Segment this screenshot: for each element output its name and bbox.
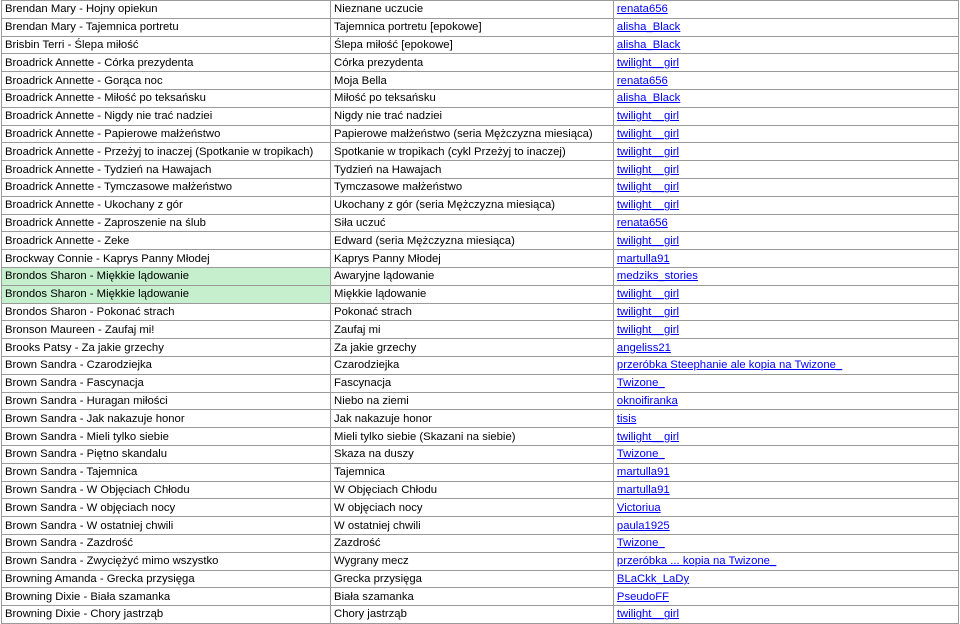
user-profile-link[interactable]: Victoriua xyxy=(616,501,661,514)
user-link-cell xyxy=(613,517,958,535)
user-profile-link[interactable]: paula1925 xyxy=(616,519,670,532)
story-title-cell[interactable]: Tymczasowe małżeństwo xyxy=(331,178,614,196)
user-profile-link[interactable]: martulla91 xyxy=(616,466,670,479)
book-source-cell[interactable]: Brown Sandra - Czarodziejka xyxy=(2,356,331,374)
book-source-cell[interactable]: Broadrick Annette - Papierowe małżeństwo xyxy=(2,125,331,143)
user-link-cell xyxy=(613,72,958,90)
story-title-cell[interactable]: Kaprys Panny Młodej xyxy=(331,250,614,268)
table-row xyxy=(2,499,959,517)
spreadsheet-body xyxy=(2,1,959,624)
table-row xyxy=(2,36,959,54)
user-profile-link[interactable]: angeliss21 xyxy=(616,341,671,354)
book-source-cell[interactable]: Broadrick Annette - Tymczasowe małżeństwo xyxy=(2,178,331,196)
user-link-cell xyxy=(613,232,958,250)
user-link-cell xyxy=(613,534,958,552)
book-source-cell[interactable]: Brisbin Terri - Ślepa miłość xyxy=(2,36,331,54)
table-row xyxy=(2,72,959,90)
story-title-cell[interactable]: W objęciach nocy xyxy=(331,499,614,517)
user-profile-link[interactable]: BLaCkk_LaDy xyxy=(616,572,690,585)
book-source-cell[interactable]: Brendan Mary - Tajemnica portretu xyxy=(2,18,331,36)
story-title-cell[interactable]: Niebo na ziemi xyxy=(331,392,614,410)
story-title-cell[interactable]: Moja Bella xyxy=(331,72,614,90)
user-link-cell xyxy=(613,250,958,268)
user-link-cell xyxy=(613,214,958,232)
book-source-cell[interactable]: Brown Sandra - Fascynacja xyxy=(2,374,331,392)
user-link-cell xyxy=(613,1,958,19)
user-link-cell xyxy=(613,285,958,303)
story-title-cell[interactable]: Ukochany z gór (seria Mężczyzna miesiąca) xyxy=(331,196,614,214)
table-row xyxy=(2,54,959,72)
user-link-cell xyxy=(613,356,958,374)
user-link-cell xyxy=(613,552,958,570)
user-link-cell xyxy=(613,588,958,606)
table-row xyxy=(2,392,959,410)
table-row xyxy=(2,125,959,143)
user-link-cell xyxy=(613,36,958,54)
book-source-cell[interactable]: Brown Sandra - W ostatniej chwili xyxy=(2,517,331,535)
story-title-cell[interactable]: Papierowe małżeństwo (seria Mężczyzna miesiąca) xyxy=(331,125,614,143)
user-link-cell xyxy=(613,196,958,214)
table-row xyxy=(2,1,959,19)
story-title-cell[interactable]: W Objęciach Chłodu xyxy=(331,481,614,499)
story-title-cell[interactable]: W ostatniej chwili xyxy=(331,517,614,535)
user-profile-link[interactable]: alisha_Black xyxy=(616,21,681,34)
user-profile-link[interactable]: przeróbka ... kopia na Twizone_ xyxy=(616,555,777,568)
book-source-cell[interactable]: Broadrick Annette - Miłość po teksańsku xyxy=(2,89,331,107)
book-source-cell[interactable]: Browning Amanda - Grecka przysięga xyxy=(2,570,331,588)
user-profile-link[interactable]: martulla91 xyxy=(616,252,670,265)
user-link-cell xyxy=(613,445,958,463)
book-source-cell[interactable]: Brown Sandra - W Objęciach Chłodu xyxy=(2,481,331,499)
book-source-cell[interactable]: Brockway Connie - Kaprys Panny Młodej xyxy=(2,250,331,268)
story-title-cell[interactable]: Edward (seria Mężczyzna miesiąca) xyxy=(331,232,614,250)
user-profile-link[interactable]: martulla91 xyxy=(616,483,670,496)
user-profile-link[interactable]: twilight__girl xyxy=(616,127,680,140)
user-profile-link[interactable]: twilight__girl xyxy=(616,199,680,212)
table-row xyxy=(2,107,959,125)
story-title-cell[interactable]: Nigdy nie trać nadziei xyxy=(331,107,614,125)
book-source-cell[interactable]: Brendan Mary - Hojny opiekun xyxy=(2,1,331,19)
table-row xyxy=(2,445,959,463)
book-source-cell[interactable]: Broadrick Annette - Zaproszenie na ślub xyxy=(2,214,331,232)
user-profile-link[interactable]: medziks_stories xyxy=(616,270,698,283)
table-row xyxy=(2,463,959,481)
table-row xyxy=(2,143,959,161)
story-title-cell[interactable]: Nieznane uczucie xyxy=(331,1,614,19)
user-link-cell xyxy=(613,339,958,357)
story-title-cell[interactable]: Grecka przysięga xyxy=(331,570,614,588)
story-title-cell[interactable]: Tajemnica xyxy=(331,463,614,481)
user-profile-link[interactable]: twilight__girl xyxy=(616,234,680,247)
user-link-cell xyxy=(613,463,958,481)
story-title-cell[interactable]: Tydzień na Hawajach xyxy=(331,161,614,179)
story-title-cell[interactable]: Za jakie grzechy xyxy=(331,339,614,357)
user-profile-link[interactable]: alisha_Black xyxy=(616,38,681,51)
user-profile-link[interactable]: twilight__girl xyxy=(616,181,680,194)
user-profile-link[interactable]: przeróbka Steephanie ale kopia na Twizone_ xyxy=(616,359,843,372)
user-link-cell xyxy=(613,18,958,36)
user-profile-link[interactable]: twilight__girl xyxy=(616,430,680,443)
table-row xyxy=(2,321,959,339)
spreadsheet-table xyxy=(1,0,959,624)
table-row xyxy=(2,410,959,428)
user-link-cell xyxy=(613,107,958,125)
table-row xyxy=(2,428,959,446)
table-row xyxy=(2,588,959,606)
book-source-cell[interactable]: Broadrick Annette - Ukochany z gór xyxy=(2,196,331,214)
book-source-cell[interactable]: Broadrick Annette - Gorąca noc xyxy=(2,72,331,90)
story-title-cell[interactable]: Czarodziejka xyxy=(331,356,614,374)
story-title-cell[interactable]: Miękkie lądowanie xyxy=(331,285,614,303)
book-source-cell[interactable]: Browning Dixie - Chory jastrząb xyxy=(2,606,331,624)
user-profile-link[interactable]: PseudoFF xyxy=(616,590,670,603)
table-row xyxy=(2,534,959,552)
user-link-cell xyxy=(613,481,958,499)
user-profile-link[interactable]: Twizone_ xyxy=(616,448,665,461)
book-source-cell[interactable]: Broadrick Annette - Przeżyj to inaczej (Spotkanie w tropikach) xyxy=(2,143,331,161)
user-profile-link[interactable]: tisis xyxy=(616,412,637,425)
user-link-cell xyxy=(613,374,958,392)
table-row xyxy=(2,570,959,588)
user-link-cell xyxy=(613,428,958,446)
book-source-cell[interactable]: Browning Dixie - Biała szamanka xyxy=(2,588,331,606)
table-row xyxy=(2,303,959,321)
story-title-cell[interactable]: Zaufaj mi xyxy=(331,321,614,339)
user-profile-link[interactable]: twilight__girl xyxy=(616,163,680,176)
user-profile-link[interactable]: renata656 xyxy=(616,3,668,16)
book-source-cell[interactable]: Bronson Maureen - Zaufaj mi! xyxy=(2,321,331,339)
book-source-cell[interactable]: Brondos Sharon - Pokonać strach xyxy=(2,303,331,321)
user-profile-link[interactable]: twilight__girl xyxy=(616,323,680,336)
table-row xyxy=(2,356,959,374)
story-title-cell[interactable]: Miłość po teksańsku xyxy=(331,89,614,107)
table-row xyxy=(2,214,959,232)
story-title-cell[interactable]: Biała szamanka xyxy=(331,588,614,606)
story-title-cell[interactable]: Tajemnica portretu [epokowe] xyxy=(331,18,614,36)
user-profile-link[interactable]: twilight__girl xyxy=(616,145,680,158)
user-link-cell xyxy=(613,267,958,285)
user-link-cell xyxy=(613,392,958,410)
table-row xyxy=(2,196,959,214)
user-profile-link[interactable]: alisha_Black xyxy=(616,92,681,105)
user-link-cell xyxy=(613,89,958,107)
user-profile-link[interactable]: twilight__girl xyxy=(616,305,680,318)
user-profile-link[interactable]: oknoifiranka xyxy=(616,394,678,407)
book-source-cell[interactable]: Brown Sandra - Huragan miłości xyxy=(2,392,331,410)
table-row xyxy=(2,89,959,107)
user-link-cell xyxy=(613,499,958,517)
book-source-cell[interactable]: Brown Sandra - Zwyciężyć mimo wszystko xyxy=(2,552,331,570)
table-row xyxy=(2,267,959,285)
book-source-cell[interactable]: Broadrick Annette - Córka prezydenta xyxy=(2,54,331,72)
user-profile-link[interactable]: twilight__girl xyxy=(616,110,680,123)
user-profile-link[interactable]: twilight__girl xyxy=(616,288,680,301)
story-title-cell[interactable]: Zazdrość xyxy=(331,534,614,552)
table-row xyxy=(2,285,959,303)
user-link-cell xyxy=(613,570,958,588)
story-title-cell[interactable]: Siła uczuć xyxy=(331,214,614,232)
book-source-cell[interactable]: Brown Sandra - Zazdrość xyxy=(2,534,331,552)
table-row xyxy=(2,339,959,357)
story-title-cell[interactable]: Wygrany mecz xyxy=(331,552,614,570)
story-title-cell[interactable]: Fascynacja xyxy=(331,374,614,392)
story-title-cell[interactable]: Pokonać strach xyxy=(331,303,614,321)
table-row xyxy=(2,606,959,624)
user-profile-link[interactable]: Twizone_ xyxy=(616,377,665,390)
book-source-cell[interactable]: Brown Sandra - Mieli tylko siebie xyxy=(2,428,331,446)
table-row xyxy=(2,517,959,535)
table-row xyxy=(2,161,959,179)
book-source-cell[interactable]: Brondos Sharon - Miękkie lądowanie xyxy=(2,267,331,285)
story-title-cell[interactable]: Córka prezydenta xyxy=(331,54,614,72)
book-source-cell[interactable]: Brown Sandra - W objęciach nocy xyxy=(2,499,331,517)
user-profile-link[interactable]: Twizone_ xyxy=(616,537,665,550)
story-title-cell[interactable]: Spotkanie w tropikach (cykl Przeżyj to inaczej) xyxy=(331,143,614,161)
book-source-cell[interactable]: Broadrick Annette - Tydzień na Hawajach xyxy=(2,161,331,179)
book-source-cell[interactable]: Brown Sandra - Jak nakazuje honor xyxy=(2,410,331,428)
book-source-cell[interactable]: Brondos Sharon - Miękkie lądowanie xyxy=(2,285,331,303)
user-link-cell xyxy=(613,303,958,321)
table-row xyxy=(2,178,959,196)
user-link-cell xyxy=(613,125,958,143)
table-row xyxy=(2,232,959,250)
book-source-cell[interactable]: Brown Sandra - Tajemnica xyxy=(2,463,331,481)
story-title-cell[interactable]: Jak nakazuje honor xyxy=(331,410,614,428)
user-link-cell xyxy=(613,143,958,161)
book-source-cell[interactable]: Brown Sandra - Piętno skandalu xyxy=(2,445,331,463)
user-link-cell xyxy=(613,410,958,428)
user-link-cell xyxy=(613,161,958,179)
user-link-cell xyxy=(613,54,958,72)
book-source-cell[interactable]: Broadrick Annette - Nigdy nie trać nadziei xyxy=(2,107,331,125)
table-row xyxy=(2,481,959,499)
story-title-cell[interactable]: Mieli tylko siebie (Skazani na siebie) xyxy=(331,428,614,446)
table-row xyxy=(2,18,959,36)
book-source-cell[interactable]: Broadrick Annette - Zeke xyxy=(2,232,331,250)
table-row xyxy=(2,552,959,570)
book-source-cell[interactable]: Brooks Patsy - Za jakie grzechy xyxy=(2,339,331,357)
story-title-cell[interactable]: Chory jastrząb xyxy=(331,606,614,624)
user-profile-link[interactable]: twilight__girl xyxy=(616,56,680,69)
table-row xyxy=(2,250,959,268)
story-title-cell[interactable]: Awaryjne lądowanie xyxy=(331,267,614,285)
user-link-cell xyxy=(613,606,958,624)
story-title-cell[interactable]: Skaza na duszy xyxy=(331,445,614,463)
table-row xyxy=(2,374,959,392)
user-profile-link[interactable]: renata656 xyxy=(616,74,668,87)
user-profile-link[interactable]: twilight__girl xyxy=(616,608,680,621)
story-title-cell[interactable]: Ślepa miłość [epokowe] xyxy=(331,36,614,54)
user-profile-link[interactable]: renata656 xyxy=(616,216,668,229)
user-link-cell xyxy=(613,321,958,339)
user-link-cell xyxy=(613,178,958,196)
